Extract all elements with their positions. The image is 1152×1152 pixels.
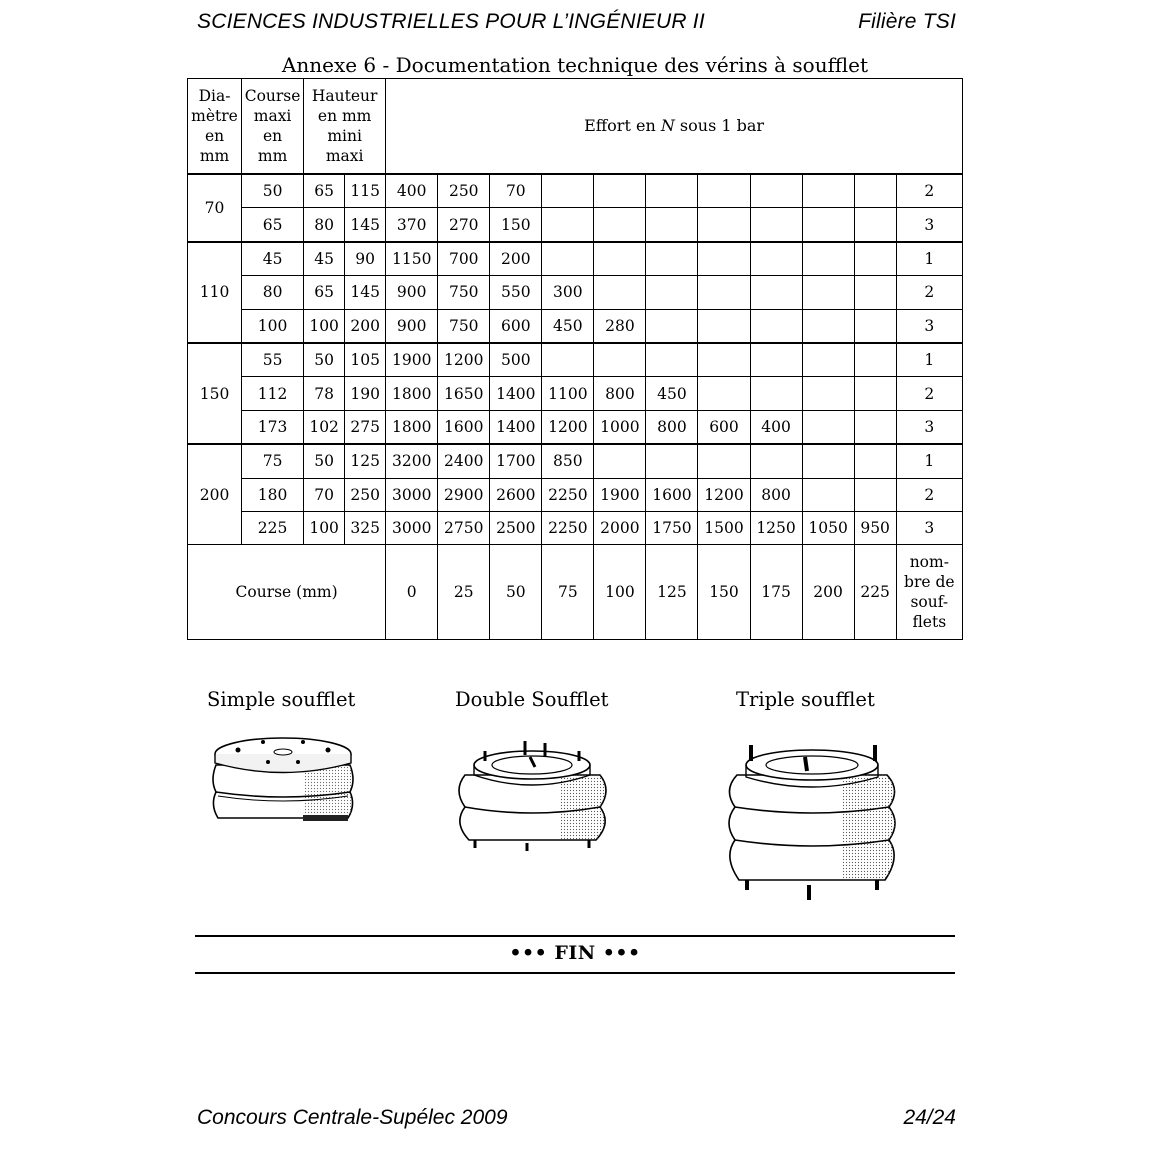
simple-bellows-image	[208, 730, 358, 830]
effort-cell: 1150	[386, 242, 438, 276]
bellows-count-cell: 2	[896, 174, 962, 208]
effort-cell	[594, 343, 646, 377]
course-cell: 100	[242, 309, 304, 343]
label-triple-bellows: Triple soufflet	[736, 688, 875, 711]
height-min-cell: 102	[304, 410, 345, 444]
effort-cell: 900	[386, 309, 438, 343]
course-cell: 55	[242, 343, 304, 377]
effort-cell: 900	[386, 276, 438, 309]
end-marker: ••• FIN •••	[509, 942, 641, 964]
effort-cell: 400	[750, 410, 802, 444]
effort-cell: 2750	[438, 511, 490, 544]
course-value: 75	[542, 545, 594, 640]
effort-cell	[854, 174, 896, 208]
effort-cell: 1400	[490, 377, 542, 410]
course-cell: 180	[242, 478, 304, 511]
effort-cell: 450	[646, 377, 698, 410]
height-max-cell: 250	[345, 478, 386, 511]
course-value: 50	[490, 545, 542, 640]
bellows-count-cell: 2	[896, 377, 962, 410]
effort-cell: 1600	[646, 478, 698, 511]
effort-cell	[854, 478, 896, 511]
bellows-count-cell: 3	[896, 309, 962, 343]
course-cell: 75	[242, 444, 304, 478]
header-diameter: Dia- mètre en mm	[188, 79, 242, 175]
effort-cell: 750	[438, 309, 490, 343]
diameter-cell: 110	[188, 242, 242, 343]
annex-caption: Annexe 6 - Documentation technique des vérins à soufflet	[281, 53, 869, 77]
effort-cell	[594, 242, 646, 276]
effort-cell	[698, 444, 750, 478]
effort-cell: 2600	[490, 478, 542, 511]
course-cell: 65	[242, 208, 304, 242]
effort-cell: 2900	[438, 478, 490, 511]
height-min-cell: 78	[304, 377, 345, 410]
effort-cell	[698, 174, 750, 208]
course-value: 0	[386, 545, 438, 640]
effort-cell: 3000	[386, 478, 438, 511]
effort-cell: 1800	[386, 377, 438, 410]
effort-cell	[646, 208, 698, 242]
effort-cell	[854, 343, 896, 377]
effort-cell	[750, 242, 802, 276]
height-max-cell: 125	[345, 444, 386, 478]
effort-cell	[594, 208, 646, 242]
height-max-cell: 145	[345, 276, 386, 309]
effort-cell: 600	[698, 410, 750, 444]
effort-cell: 1800	[386, 410, 438, 444]
course-value: 25	[438, 545, 490, 640]
bellows-count-cell: 1	[896, 444, 962, 478]
effort-cell	[646, 444, 698, 478]
course-cell: 80	[242, 276, 304, 309]
effort-cell	[854, 208, 896, 242]
effort-cell: 2500	[490, 511, 542, 544]
course-cell: 173	[242, 410, 304, 444]
effort-cell: 1650	[438, 377, 490, 410]
height-max-cell: 90	[345, 242, 386, 276]
page-header-track: Filière TSI	[858, 10, 956, 33]
effort-cell	[854, 242, 896, 276]
height-max-cell: 325	[345, 511, 386, 544]
height-min-cell: 80	[304, 208, 345, 242]
effort-cell: 1200	[542, 410, 594, 444]
height-max-cell: 190	[345, 377, 386, 410]
effort-cell: 500	[490, 343, 542, 377]
effort-cell: 2250	[542, 478, 594, 511]
effort-cell	[854, 410, 896, 444]
diameter-cell: 200	[188, 444, 242, 545]
effort-cell: 800	[594, 377, 646, 410]
effort-cell: 850	[542, 444, 594, 478]
header-height: Hauteur en mm mini maxi	[304, 79, 386, 175]
effort-cell	[802, 276, 854, 309]
effort-cell	[698, 208, 750, 242]
effort-cell	[646, 242, 698, 276]
effort-cell: 1600	[438, 410, 490, 444]
effort-cell: 270	[438, 208, 490, 242]
bellows-spec-table	[187, 78, 963, 640]
effort-cell: 250	[438, 174, 490, 208]
effort-cell	[802, 309, 854, 343]
effort-cell	[750, 208, 802, 242]
effort-cell	[750, 377, 802, 410]
effort-cell: 1400	[490, 410, 542, 444]
course-cell: 50	[242, 174, 304, 208]
effort-cell: 2250	[542, 511, 594, 544]
header-course: Course maxi en mm	[242, 79, 304, 175]
effort-cell: 1200	[698, 478, 750, 511]
effort-cell	[698, 343, 750, 377]
effort-cell	[594, 174, 646, 208]
height-max-cell: 200	[345, 309, 386, 343]
table-row	[188, 242, 963, 276]
bellows-count-header: nom- bre de souf- flets	[896, 545, 962, 640]
effort-cell: 1200	[438, 343, 490, 377]
effort-cell: 1000	[594, 410, 646, 444]
course-value: 100	[594, 545, 646, 640]
effort-cell: 300	[542, 276, 594, 309]
effort-cell	[750, 174, 802, 208]
bellows-count-cell: 2	[896, 276, 962, 309]
course-value: 150	[698, 545, 750, 640]
bellows-count-cell: 3	[896, 410, 962, 444]
triple-bellows-image	[725, 735, 900, 905]
label-double-bellows: Double Soufflet	[455, 688, 609, 711]
height-min-cell: 100	[304, 511, 345, 544]
effort-cell	[854, 377, 896, 410]
effort-cell: 950	[854, 511, 896, 544]
height-min-cell: 100	[304, 309, 345, 343]
bellows-count-cell: 3	[896, 511, 962, 544]
diameter-cell: 70	[188, 174, 242, 242]
effort-cell	[646, 343, 698, 377]
table-row	[188, 276, 963, 309]
effort-cell: 150	[490, 208, 542, 242]
table-row	[188, 377, 963, 410]
fin-bottom-rule	[195, 972, 955, 974]
effort-cell	[698, 242, 750, 276]
effort-cell: 370	[386, 208, 438, 242]
diameter-cell: 150	[188, 343, 242, 444]
bellows-count-cell: 1	[896, 242, 962, 276]
bellows-count-cell: 3	[896, 208, 962, 242]
effort-cell	[542, 174, 594, 208]
table-row	[188, 208, 963, 242]
effort-cell	[750, 276, 802, 309]
height-max-cell: 115	[345, 174, 386, 208]
table-row	[188, 410, 963, 444]
height-min-cell: 50	[304, 444, 345, 478]
effort-cell	[802, 208, 854, 242]
height-max-cell: 275	[345, 410, 386, 444]
table-row	[188, 444, 963, 478]
height-min-cell: 65	[304, 276, 345, 309]
effort-cell	[750, 444, 802, 478]
effort-cell	[594, 444, 646, 478]
height-min-cell: 45	[304, 242, 345, 276]
effort-cell	[698, 309, 750, 343]
effort-cell	[802, 478, 854, 511]
effort-cell	[854, 309, 896, 343]
effort-cell	[750, 309, 802, 343]
effort-cell: 700	[438, 242, 490, 276]
effort-cell: 550	[490, 276, 542, 309]
height-min-cell: 65	[304, 174, 345, 208]
effort-cell: 2400	[438, 444, 490, 478]
course-cell: 45	[242, 242, 304, 276]
effort-cell: 3200	[386, 444, 438, 478]
effort-cell: 200	[490, 242, 542, 276]
effort-cell: 3000	[386, 511, 438, 544]
course-value: 200	[802, 545, 854, 640]
effort-cell: 70	[490, 174, 542, 208]
effort-cell: 800	[646, 410, 698, 444]
effort-cell	[646, 276, 698, 309]
effort-cell: 280	[594, 309, 646, 343]
effort-cell	[750, 343, 802, 377]
effort-cell	[542, 242, 594, 276]
table-row	[188, 511, 963, 544]
effort-cell: 600	[490, 309, 542, 343]
effort-cell: 1900	[386, 343, 438, 377]
effort-cell: 450	[542, 309, 594, 343]
effort-cell	[802, 377, 854, 410]
page-number: 24/24	[903, 1106, 956, 1129]
double-bellows-image	[455, 735, 610, 855]
course-value: 125	[646, 545, 698, 640]
effort-cell: 1750	[646, 511, 698, 544]
effort-cell: 1500	[698, 511, 750, 544]
effort-cell: 1050	[802, 511, 854, 544]
course-axis-label: Course (mm)	[188, 545, 386, 640]
height-max-cell: 105	[345, 343, 386, 377]
label-simple-bellows: Simple soufflet	[207, 688, 356, 711]
course-cell: 112	[242, 377, 304, 410]
table-row	[188, 174, 963, 208]
effort-cell	[542, 343, 594, 377]
effort-cell	[802, 444, 854, 478]
course-cell: 225	[242, 511, 304, 544]
height-min-cell: 50	[304, 343, 345, 377]
effort-cell	[646, 309, 698, 343]
effort-cell	[854, 444, 896, 478]
effort-cell: 400	[386, 174, 438, 208]
effort-cell	[802, 410, 854, 444]
effort-cell	[646, 174, 698, 208]
effort-cell	[802, 174, 854, 208]
effort-cell: 1250	[750, 511, 802, 544]
page-header-subject: SCIENCES INDUSTRIELLES POUR L’INGÉNIEUR II	[197, 10, 705, 33]
effort-cell	[698, 377, 750, 410]
page-footer-contest: Concours Centrale-Supélec 2009	[197, 1106, 508, 1129]
course-value: 225	[854, 545, 896, 640]
bellows-count-cell: 1	[896, 343, 962, 377]
effort-cell	[698, 276, 750, 309]
effort-cell: 1100	[542, 377, 594, 410]
height-min-cell: 70	[304, 478, 345, 511]
height-max-cell: 145	[345, 208, 386, 242]
effort-cell: 1900	[594, 478, 646, 511]
table-row	[188, 478, 963, 511]
effort-cell: 800	[750, 478, 802, 511]
bellows-count-cell: 2	[896, 478, 962, 511]
effort-cell	[594, 276, 646, 309]
effort-cell	[802, 242, 854, 276]
effort-cell: 1700	[490, 444, 542, 478]
table-row	[188, 309, 963, 343]
table-row	[188, 343, 963, 377]
effort-cell	[802, 343, 854, 377]
header-effort: Effort en N sous 1 bar	[386, 79, 963, 175]
effort-cell	[542, 208, 594, 242]
effort-cell: 750	[438, 276, 490, 309]
effort-cell	[854, 276, 896, 309]
fin-top-rule	[195, 935, 955, 937]
course-value: 175	[750, 545, 802, 640]
effort-cell: 2000	[594, 511, 646, 544]
